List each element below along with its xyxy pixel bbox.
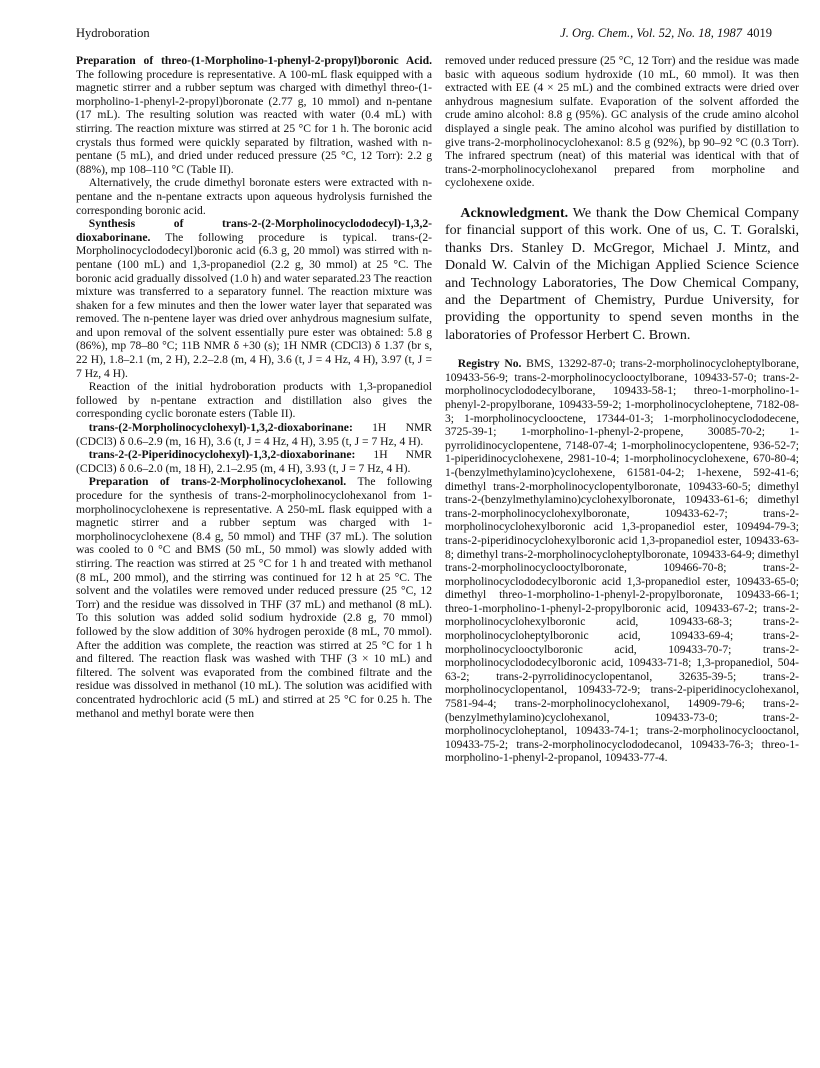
paragraph-heading: Preparation of trans-2-Morpholinocyclohexanol.	[88, 475, 347, 489]
paragraph	[76, 475, 432, 720]
running-head-section: Hydroboration	[76, 26, 150, 40]
paragraph	[76, 54, 432, 176]
paragraph-text: removed under reduced pressure (25 °C, 12 Torr) and the residue was made basic with aqueous sodium hydroxide (10 mL, 60 mmol). It was then extracted with EE (4 × 25 mL) and the combined extracts were dried over anhydrous magnesium sulfate. Evaporation of the solvent afforded the crude amino alcohol: 8.8 g (95%). GC analysis of the crude amino alcohol displayed a single peak. The amino alcohol was purified by distillation to give trans-2-morpholinocyclohexanol: 8.5 g (92%), bp 90–92 °C (0.3 Torr). The infrared spectrum (neat) of this material was identical with that of trans-2-morpholinocyclohexanol prepared from morpholine and cyclohexene oxide.	[445, 54, 799, 190]
paragraph	[76, 217, 432, 380]
left-column	[76, 54, 432, 720]
paragraph-text: The following procedure is representative. A 100-mL flask equipped with a magnetic stirrer and a rubber septum was charged with dimethyl threo-(1-morpholino-1-phenyl-2-propyl)boronate (2.77 g, 10 mmol) and n-pentane (17 mL). The resulting solution was reacted with water (0.4 mL) with stirring. The reaction mixture was stirred at 25 °C for 1 h. The boronic acid crystals thus formed were quickly separated by filtration, washed with n-pentane (5 mL), and dried under reduced pressure (25 °C, 12 Torr): 2.2 g (88%), mp 108–110 °C (Table II).	[76, 67, 432, 176]
paragraph-text: The following procedure is typical. trans-(2-Morpholinocyclododecyl)boronic acid (6.3 g, 20 mmol) was stirred with n-pentane (100 mL) and 1,3-propanediol (2.2 g, 30 mmol) at 25 °C. The boronic acid gradually dissolved (1.0 h) and water separated.23 The reaction mixture was transferred to a separatory funnel. The reaction mixture was shaken for a few minutes and then the lower water layer that separated was removed. The n-pentene layer was dried over anhydrous magnesium sulfate, and upon removal of the solvent essentially pure ester was obtained: 5.8 g (86%), mp 78–80 °C; 11B NMR δ +30 (s); 1H NMR (CDCl3) δ 1.37 (br s, 22 H), 1.8–2.1 (m, 2 H), 2.2–2.8 (m, 4 H), 3.6 (t, J = 4 Hz, 4 H), 3.97 (t, J = 7 Hz, 4 H).	[76, 230, 432, 380]
paragraph-text: The following procedure for the synthesis of trans-2-morpholinocyclohexanol from 1-morpholinocyclohexene is representative. A 250-mL flask equipped with a magnetic stirrer and a rubber septum was charged with 1-morpholinocyclohexene (8.4 g, 50 mmol) and THF (37 mL). The solution was cooled to 0 °C and BMS (50 mL, 50 mmol) was slowly added with stirring. The reaction was stirred at 25 °C for 1 h and treated with methanol (8 mL, 200 mmol), and the stirring was continued for 12 h at 25 °C. The solvent and the volatiles were removed under reduced pressure (25 °C, 12 Torr) and the residue was dissolved in THF (37 mL) and methanol (8 mL). To this solution was added solid sodium hydroxide (2.8 g, 70 mmol) followed by the slow addition of 30% hydrogen peroxide (8 mL, 70 mmol). After the addition was complete, the reaction was stirred at 25 °C for 1 h and filtered. The reaction flask was washed with THF (3 × 10 mL) and filtered. The solvent was evaporated from the combined filtrate and the residue was dissolved in methanol (10 mL). The solution was acidified with concentrated hydrochloric acid (5 mL) and stirred at 25 °C for 0.25 h. The methanol and methyl borate were then	[76, 475, 432, 720]
registry-numbers	[445, 357, 799, 765]
paragraph-heading: Synthesis of trans-2-(2-Morpholinocyclododecyl)-1,3,2-dioxaborinane.	[76, 217, 432, 244]
registry-text: BMS, 13292-87-0; trans-2-morpholinocycloheptylborane, 109433-56-9; trans-2-morpholinocyclooctylborane, 109433-57-0; trans-2-morpholinocyclododecylborane, 109433-58-1; threo-1-morpholino-1-phenyl-2-propylborane, 109433-59-2; 1-morpholinocycloheptene, 7182-08-3; 1-morpholinocyclooctene, 17344-01-3; 1-morpholinocyclododecene, 3725-39-1; 1-morpholino-1-phenyl-2-propene, 30085-70-2; 1-pyrrolidinocyclopentene, 7148-07-4; 1-morpholinocyclopentene, 936-52-7; 1-piperidinocyclohexene, 2981-10-4; 1-morpholinocyclohexene, 670-80-4; 1-(benzylmethylamino)cyclohexene, 61581-04-2; 1-hexene, 592-41-6; dimethyl trans-2-morpholinocyclopentylboronate, 109433-60-5; dimethyl trans-2-(benzylmethylamino)cyclohexylboronate, 109433-61-6; dimethyl trans-2-morpholinocyclohexylboronate, 109433-62-7; trans-2-morpholinocyclohexylboronic acid 1,3-propanediol ester, 109494-79-3; trans-2-piperidinocyclohexylboronic acid 1,3-propanediol ester, 109433-63-8; dimethyl trans-2-morpholinocycloheptylboronate, 109433-64-9; dimethyl trans-2-morpholinocyclooctylboronate, 109466-70-8; trans-2-morpholinocyclododecylboronic acid 1,3-propanediol ester, 109433-65-0; dimethyl threo-1-morpholino-1-phenyl-2-propylboronate, 109433-66-1; threo-1-morpholino-1-phenyl-2-propylboronic acid, 109433-67-2; trans-2-morpholinocyclohexylboronic acid, 109433-68-3; trans-2-morpholinocycloheptylboronic acid, 109433-69-4; trans-2-morpholinocyclooctylboronic acid, 109433-70-7; trans-2-morpholinocyclododecylboronic acid, 109433-71-8; 1,3-propanediol, 504-63-2; trans-2-pyrrolidinocyclopentanol, 32635-39-5; trans-2-morpholinocyclopentanol, 109433-72-9; trans-2-piperidinocyclohexanol, 7581-94-4; trans-2-morpholinocyclohexanol, 14909-79-6; trans-2-(benzylmethylamino)cyclohexanol, 109433-73-0; trans-2-morpholinocycloheptanol, 109433-74-1; trans-2-morpholinocyclooctanol, 109433-75-2; trans-2-morpholinocyclododecanol, 109433-76-3; threo-1-morpholino-1-phenyl-2-propanol, 109433-77-4.	[445, 357, 799, 765]
paragraph	[76, 176, 432, 217]
paragraph-text: 1H NMR (CDCl3) δ 0.6–2.0 (m, 18 H), 2.1–2.95 (m, 4 H), 3.93 (t, J = 7 Hz, 4 H).	[76, 448, 432, 475]
paragraph	[445, 54, 799, 190]
paragraph	[76, 380, 432, 421]
paragraph-heading: trans-(2-Morpholinocyclohexyl)-1,3,2-dioxaborinane:	[88, 421, 353, 435]
paragraph-text: Reaction of the initial hydroboration products with 1,3-propanediol followed by n-pentane extraction and distillation also gives the corresponding cyclic boronate esters (Table II).	[76, 380, 432, 421]
paragraph-text: Alternatively, the crude dimethyl boronate esters were extracted with n-pentane and the n-pentane extracts upon aqueous hydrolysis furnished the corresponding boronic acid.	[76, 176, 432, 217]
paragraph	[76, 421, 432, 448]
paragraph-heading: Preparation of threo-(1-Morpholino-1-phenyl-2-propyl)boronic Acid.	[76, 54, 432, 67]
paragraph-heading: trans-2-(2-Piperidinocyclohexyl)-1,3,2-dioxaborinane:	[88, 448, 356, 462]
page-number: 4019	[747, 26, 772, 40]
running-head-journal	[560, 26, 772, 41]
acknowledgment	[445, 205, 799, 344]
acknowledgment-heading: Acknowledgment.	[460, 205, 569, 221]
journal-citation: J. Org. Chem., Vol. 52, No. 18, 1987	[560, 26, 742, 40]
paragraph-text: 1H NMR (CDCl3) δ 0.6–2.9 (m, 16 H), 3.6 (t, J = 4 Hz, 4 H), 3.95 (t, J = 7 Hz, 4 H).	[76, 421, 432, 448]
right-column	[445, 54, 799, 765]
acknowledgment-text: We thank the Dow Chemical Company for financial support of this work. One of us, C. T. Goralski, thanks Drs. Stanley D. McGregor, Michael J. Mintz, and Donald W. Calvin of the Michigan Applied Science Science and Technology Laboratories, The Dow Chemical Company, and the Department of Chemistry, Purdue University, for providing the opportunity to spend seven months in the laboratories of Professor Herbert C. Brown.	[445, 205, 800, 343]
paragraph	[76, 448, 432, 475]
registry-heading: Registry No.	[457, 357, 522, 371]
